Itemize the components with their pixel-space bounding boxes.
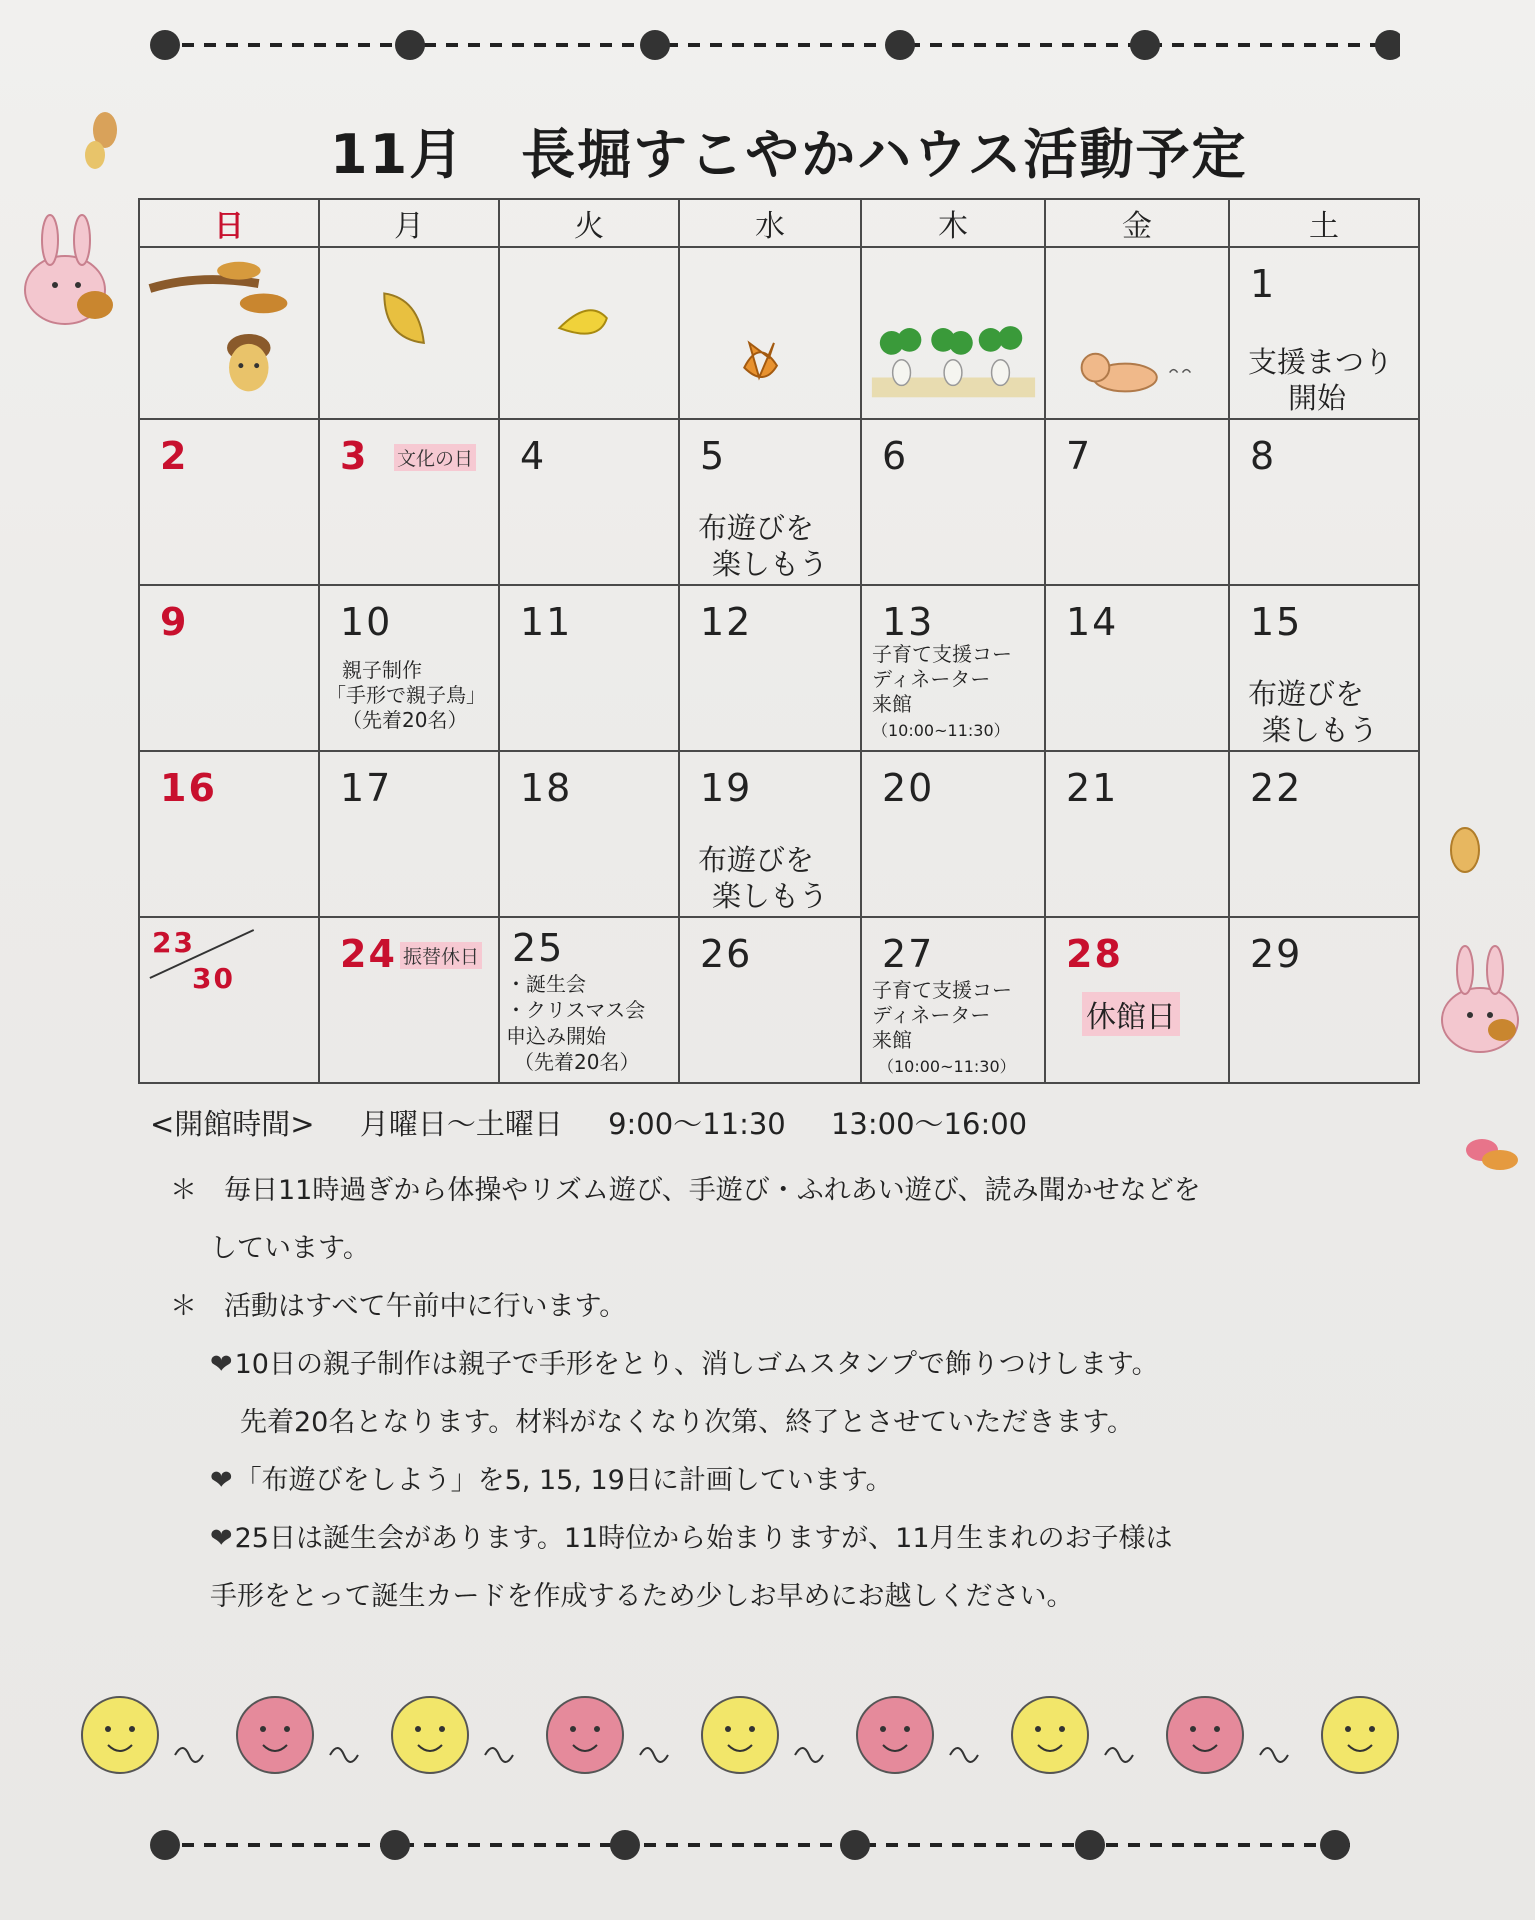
swirl-icon: [1105, 1748, 1133, 1762]
rabbit-leaf-decoration-right: [1420, 820, 1530, 1240]
swirl-icon: [640, 1748, 668, 1762]
illustration-cell: [679, 247, 861, 419]
calendar-day-6: [861, 419, 1045, 585]
swirl-icon: [485, 1748, 513, 1762]
note-line-with-heart: [170, 1336, 1350, 1394]
calendar-day-9: [139, 585, 319, 751]
closed-day-label: 休館日: [1082, 992, 1180, 1036]
illustration-cell: [1045, 247, 1229, 419]
day-number: 3: [340, 434, 369, 478]
event-text: 布遊びを: [698, 843, 815, 877]
note-line-with-heart: [170, 1452, 1350, 1510]
leaf-illustration: [320, 248, 498, 418]
opening-hours: [150, 1102, 1063, 1143]
illustration-cell: [319, 247, 499, 419]
swirl-icon: [795, 1748, 823, 1762]
face-icon: [1322, 1697, 1398, 1773]
calendar-day-5: [679, 419, 861, 585]
day-number: 11: [520, 600, 573, 644]
calendar-day-17: [319, 751, 499, 917]
event-text: 楽しもう: [712, 547, 829, 581]
day-number: 13: [882, 600, 935, 644]
day-number: 10: [340, 600, 393, 644]
note-line: ＊ 活動はすべて午前中に行います。: [170, 1291, 627, 1322]
calendar-day-13: [861, 585, 1045, 751]
event-text: 開始: [1288, 381, 1347, 415]
day-number: 26: [700, 932, 753, 976]
calendar-day-10: [319, 585, 499, 751]
day-number: 1: [1250, 262, 1277, 306]
calendar-day-19: [679, 751, 861, 917]
calendar-week-3: [139, 585, 1419, 751]
day-number: 20: [882, 766, 935, 810]
event-text: 親子制作: [342, 658, 422, 682]
face-icon: [702, 1697, 778, 1773]
heart-icon: ❤: [210, 1465, 233, 1496]
event-time: （10:00~11:30）: [878, 1057, 1016, 1076]
calendar-day-28: [1045, 917, 1229, 1083]
face-icon: [1012, 1697, 1088, 1773]
day-number: 28: [1066, 932, 1123, 976]
day-number: 2: [160, 434, 189, 478]
morning-hours: 9:00～11:30: [608, 1107, 786, 1141]
note-text: 25日は誕生会があります。11時位から始まりますが、11月生まれのお子様は: [234, 1523, 1173, 1554]
weekday-tue: 火: [499, 199, 679, 247]
calendar-day-4: [499, 419, 679, 585]
calendar-day-26: [679, 917, 861, 1083]
day-number: 15: [1250, 600, 1303, 644]
event-text: ディネーター: [872, 1003, 991, 1027]
day-number: 6: [882, 434, 909, 478]
calendar-day-27: [861, 917, 1045, 1083]
swirl-icon: [950, 1748, 978, 1762]
day-number: 23: [152, 926, 195, 959]
calendar-day-29: [1229, 917, 1419, 1083]
day-number: 18: [520, 766, 573, 810]
day-number: 5: [700, 434, 727, 478]
faces-decoration-row: [70, 1680, 1450, 1790]
calendar-day-18: [499, 751, 679, 917]
weekday-fri: 金: [1045, 199, 1229, 247]
note-line: ＊ 毎日11時過ぎから体操やリズム遊び、手遊び・ふれあい遊び、読み聞かせなどを: [170, 1175, 1201, 1206]
illustration-cell: [139, 247, 319, 419]
event-text: 来館: [872, 692, 912, 716]
face-icon: [237, 1697, 313, 1773]
day-number: 19: [700, 766, 753, 810]
calendar-day-23-30: [139, 917, 319, 1083]
rabbit-leaf-decoration-left: [20, 100, 130, 360]
monthly-calendar: [138, 198, 1420, 1084]
face-icon: [1167, 1697, 1243, 1773]
bottom-dotted-border: [140, 1825, 1400, 1865]
day-number: 27: [882, 932, 935, 976]
top-dotted-border: [140, 25, 1400, 65]
heart-icon: ❤: [210, 1349, 233, 1380]
note-line-with-heart: [170, 1510, 1350, 1568]
event-text: （先着20名）: [514, 1050, 640, 1074]
day-number: 24: [340, 932, 397, 976]
day-number: 8: [1250, 434, 1277, 478]
calendar-day-22: [1229, 751, 1419, 917]
event-text: 楽しもう: [1262, 713, 1379, 747]
calendar-day-12: [679, 585, 861, 751]
opening-days: 月曜日～土曜日: [359, 1107, 563, 1141]
weekday-sun: 日: [139, 199, 319, 247]
calendar-day-20: [861, 751, 1045, 917]
day-number: 29: [1250, 932, 1303, 976]
afternoon-hours: 13:00～16:00: [830, 1107, 1028, 1141]
illustration-cell: [861, 247, 1045, 419]
calendar-week-2: [139, 419, 1419, 585]
face-icon: [547, 1697, 623, 1773]
calendar-day-24: [319, 917, 499, 1083]
face-icon: [857, 1697, 933, 1773]
day-number: 12: [700, 600, 753, 644]
weekday-header-row: [139, 199, 1419, 247]
day-number: 9: [160, 600, 189, 644]
weekday-mon: 月: [319, 199, 499, 247]
page-title: 11月 長堀すこやかハウス活動予定: [330, 123, 1248, 186]
event-text: ディネーター: [872, 667, 991, 691]
day-number: 30: [192, 962, 235, 995]
heart-icon: ❤: [210, 1523, 233, 1554]
note-text: 10日の親子制作は親子で手形をとり、消しゴムスタンプで飾りつけします。: [234, 1349, 1159, 1380]
event-text: 布遊びを: [698, 511, 815, 545]
note-text: 「布遊びをしよう」を5, 15, 19日に計画しています。: [234, 1465, 893, 1496]
event-text: ・誕生会: [506, 972, 586, 996]
calendar-day-15: [1229, 585, 1419, 751]
cartoon-faces: [70, 1680, 1450, 1790]
swirl-icon: [175, 1748, 203, 1762]
calendar-day-2: [139, 419, 319, 585]
calendar-day-11: [499, 585, 679, 751]
weekday-sat: 土: [1229, 199, 1419, 247]
day-number: 16: [160, 766, 217, 810]
event-text: 布遊びを: [1248, 677, 1365, 711]
event-time: （10:00~11:30）: [872, 721, 1010, 740]
calendar-day-3: [319, 419, 499, 585]
holiday-label: 文化の日: [394, 444, 476, 471]
day-number: 7: [1066, 434, 1093, 478]
calendar-day-14: [1045, 585, 1229, 751]
note-line: しています。: [210, 1233, 370, 1264]
calendar-week-4: [139, 751, 1419, 917]
day-number: 21: [1066, 766, 1119, 810]
event-text: 申込み開始: [506, 1024, 606, 1048]
calendar-day-25: [499, 917, 679, 1083]
maple-leaf-illustration: [680, 248, 860, 418]
dog-illustration: [1046, 248, 1228, 418]
calendar-week-5: [139, 917, 1419, 1083]
calendar-week-1: [139, 247, 1419, 419]
holiday-label: 振替休日: [400, 942, 482, 969]
event-text: （先着20名）: [342, 708, 468, 732]
calendar-day-16: [139, 751, 319, 917]
note-line: 先着20名となります。材料がなくなり次第、終了とさせていただきます。: [240, 1407, 1135, 1438]
notes-section: [170, 1162, 1350, 1626]
day-number: 14: [1066, 600, 1119, 644]
day-number: 4: [520, 434, 547, 478]
event-text: 「手形で親子鳥」: [326, 683, 486, 707]
ginkgo-leaf-illustration: [500, 248, 678, 418]
day-number: 22: [1250, 766, 1303, 810]
face-icon: [392, 1697, 468, 1773]
event-text: 支援まつり: [1248, 345, 1394, 379]
acorn-branch-illustration: [140, 248, 318, 418]
face-icon: [82, 1697, 158, 1773]
event-text: ・クリスマス会: [506, 998, 646, 1022]
swirl-icon: [330, 1748, 358, 1762]
illustration-cell: [499, 247, 679, 419]
event-text: 子育て支援コー: [872, 978, 1012, 1002]
vegetable-sprouts-illustration: [862, 248, 1044, 418]
event-text: 楽しもう: [712, 879, 829, 913]
event-text: 子育て支援コー: [872, 642, 1012, 666]
event-text: 来館: [872, 1028, 912, 1052]
weekday-thu: 木: [861, 199, 1045, 247]
note-line: 手形をとって誕生カードを作成するため少しお早めにお越しください。: [210, 1581, 1074, 1612]
day-number: 25: [512, 926, 565, 970]
calendar-day-21: [1045, 751, 1229, 917]
swirl-icon: [1260, 1748, 1288, 1762]
opening-hours-label: <開館時間>: [150, 1107, 315, 1141]
calendar-day-1: [1229, 247, 1419, 419]
calendar-day-8: [1229, 419, 1419, 585]
calendar-day-7: [1045, 419, 1229, 585]
weekday-wed: 水: [679, 199, 861, 247]
day-number: 17: [340, 766, 393, 810]
